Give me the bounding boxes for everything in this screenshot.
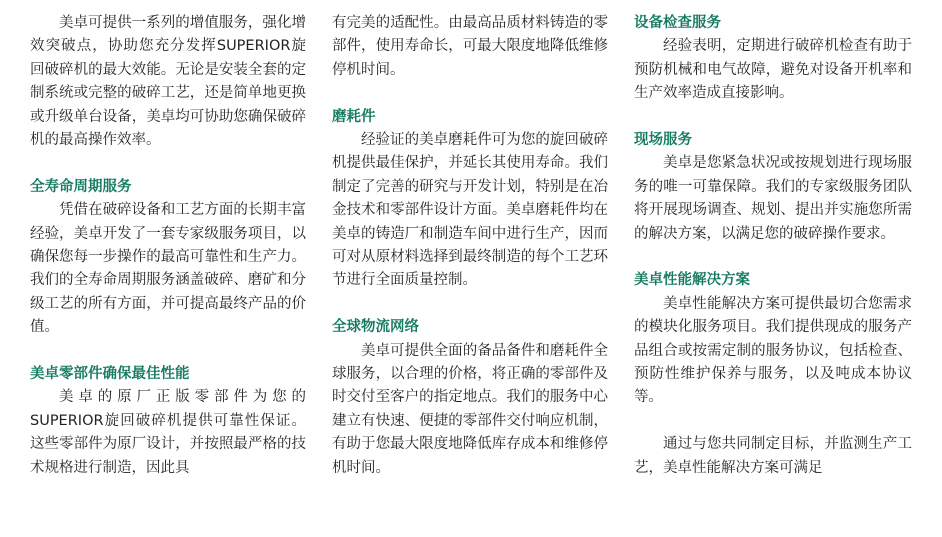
spacer (30, 340, 306, 363)
field-service-paragraph: 美卓是您紧急状况或按规划进行现场服务的唯一可靠保障。我们的专家级服务团队将开展现场调查、规划、提出并实施您所需的解决方案，以满足您的破碎操作要求。 (634, 155, 912, 242)
spacer (634, 106, 912, 129)
spacer (634, 246, 912, 269)
logistics-paragraph: 美卓可提供全面的备品备件和磨耗件全球服务，以合理的价格，将正确的零部件及时交付至客户的指定地点。我们的服务中心建立有快速、便捷的零部件交付响应机制，有助于您最大限度地降低库存成本和维修停机时间。 (332, 342, 608, 476)
performance-paragraph-2: 通过与您共同制定目标，并监测生产工艺，美卓性能解决方案可满足 (634, 436, 912, 476)
column-2 (332, 12, 608, 480)
inspection-heading: 设备检查服务 (634, 15, 721, 31)
column-3 (634, 12, 912, 480)
parts-paragraph-continued: 有完美的适配性。由最高品质材料铸造的零部件，使用寿命长，可最大限度地降低维修停机时间。 (332, 15, 608, 78)
parts-heading: 美卓零部件确保最佳性能 (30, 366, 190, 383)
parts-paragraph: 美卓的原厂正版零部件为您的SUPERIOR旋回破碎机提供可靠性保证。这些零部件为原厂设计，并按照最严格的技术规格进行制造，因此具 (30, 389, 306, 476)
spacer (332, 82, 608, 105)
spacer (634, 410, 912, 433)
spacer (30, 152, 306, 175)
performance-paragraph: 美卓性能解决方案可提供最切合您需求的模块化服务项目。我们提供现成的服务产品组合或按需定制的服务协议，包括检查、预防性维护保养与服务，以及吨成本协议等。 (634, 295, 912, 406)
field-service-heading: 现场服务 (634, 132, 692, 149)
column-1 (30, 12, 306, 480)
intro-paragraph: 美卓可提供一系列的增值服务，强化增效突破点，协助您充分发挥SUPERIOR旋回破碎机的最大效能。无论是安装全套的定制系统或完整的破碎工艺，还是简单地更换或升级单台设备，美卓均可协助您确保破碎机的最高操作效率。 (30, 15, 306, 149)
performance-heading: 美卓性能解决方案 (634, 272, 750, 289)
wear-parts-heading: 磨耗件 (332, 108, 376, 125)
lifecycle-paragraph: 凭借在破碎设备和工艺方面的长期丰富经验，美卓开发了一套专家级服务项目，以确保您每一步操作的最高可靠性和生产力。我们的全寿命周期服务涵盖破碎、磨矿和分级工艺的所有方面，并可提高最终产品的价值。 (30, 202, 306, 336)
wear-parts-paragraph: 经验证的美卓磨耗件可为您的旋回破碎机提供最佳保护，并延长其使用寿命。我们制定了完善的研究与开发计划，特别是在冶金技术和零部件设计方面。美卓磨耗件均在美卓的铸造厂和制造车间中进行生产，因而可对从原材料选择到最终制造的每个工艺环节进行全面质量控制。 (332, 132, 608, 289)
logistics-heading: 全球物流网络 (332, 319, 419, 336)
lifecycle-heading: 全寿命周期服务 (30, 178, 132, 195)
spacer (332, 293, 608, 316)
inspection-paragraph: 经验表明，定期进行破碎机检查有助于预防机械和电气故障，避免对设备开机率和生产效率造成直接影响。 (634, 38, 912, 102)
